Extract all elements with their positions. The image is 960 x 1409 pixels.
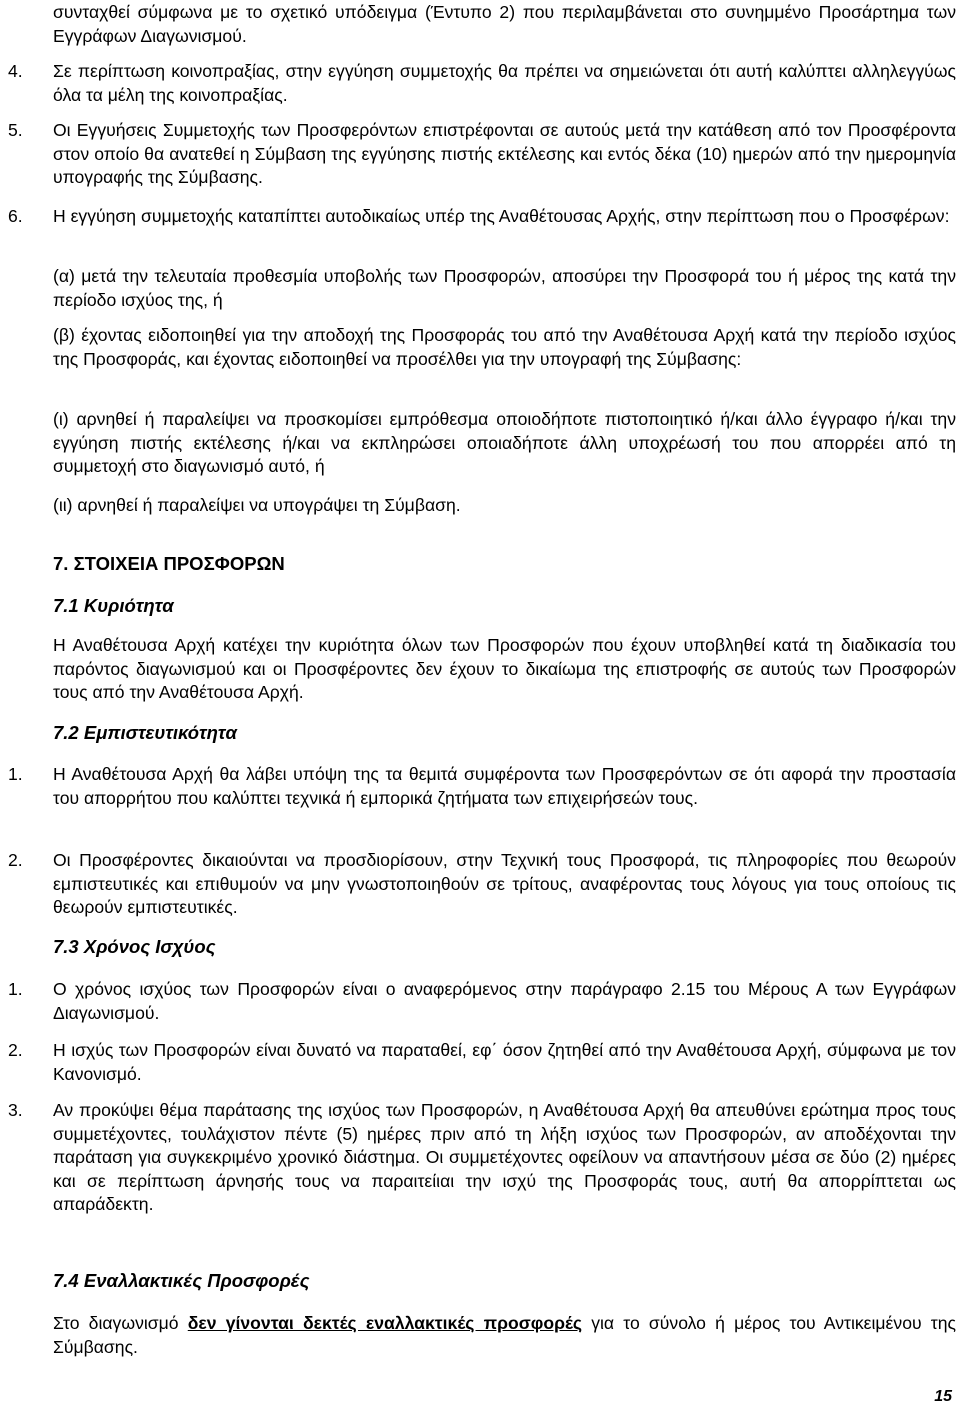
- sub-item-i: (ι) αρνηθεί ή παραλείψει να προσκομίσει εμπρόθεσμα οποιοδήποτε πιστοποιητικό ή/και άλλο έγγραφο ή/και την εγγύηση πιστής εκτέλεσης ή/και να εκπληρώσει οποιαδήποτε άλλη υποχρέωσή του που απορρέει από τη συμμετοχή στο διαγωνισμό αυτό, ή: [53, 409, 956, 476]
- item-number: 2.: [8, 1040, 23, 1060]
- section-7-3-item-3: Αν προκύψει θέμα παράτασης της ισχύος των Προσφορών, η Αναθέτουσα Αρχή θα απευθύνει ερώτημα προς τους συμμετέχοντες, τουλάχιστον πέντε (5) ημέρες πριν από τη λήξη ισχύος των Προσφορών, αν αποδέχονται την παράταση για συγκεκριμένο χρονικό διάστημα. Οι συμμετέχοντες οφείλουν να απαντήσουν μέσα σε δύο (2) ημέρες και σε περίπτωση άρνησής τους να παραιτείιαι την ισχύ της Προσφοράς τους, αυτή θα απορρίπτεται ως απαράδεκτη.: [53, 1100, 956, 1214]
- continued-paragraph: συνταχθεί σύμφωνα με το σχετικό υπόδειγμα (Έντυπο 2) που περιλαμβάνεται στο συνημμένο Προσάρτημα των Εγγράφων Διαγωνισμού.: [53, 2, 956, 46]
- item-number: 3.: [8, 1100, 23, 1120]
- section-7-2-item-2: Οι Προσφέροντες δικαιούνται να προσδιορίσουν, στην Τεχνική τους Προσφορά, τις πληροφορίες που θεωρούν εμπιστευτικές και επιθυμούν να μην γνωστοποιηθούν σε τρίτους, αναφέροντας τους λόγους για τους οποίους τις θεωρούν εμπιστευτικές.: [53, 850, 956, 917]
- emphasis-underlined: δεν γίνονται δεκτές εναλλακτικές προσφορές: [187, 1313, 583, 1333]
- item-number: 1.: [8, 764, 23, 784]
- section-7-1-heading: 7.1 Κυριότητα: [53, 595, 174, 616]
- item-number: 2.: [8, 850, 23, 870]
- section-7-4-heading: 7.4 Εναλλακτικές Προσφορές: [53, 1270, 310, 1291]
- section-7-heading: 7. ΣΤΟΙΧΕΙΑ ΠΡΟΣΦΟΡΩΝ: [53, 553, 285, 574]
- section-7-3-item-1: Ο χρόνος ισχύος των Προσφορών είναι ο αναφερόμενος στην παράγραφο 2.15 του Μέρους Α των Εγγράφων Διαγωνισμού.: [53, 979, 956, 1023]
- item-number: 4.: [8, 61, 23, 81]
- sub-item-ii: (ιι) αρνηθεί ή παραλείψει να υπογράψει τη Σύμβαση.: [53, 495, 461, 515]
- sub-item-b: (β) έχοντας ειδοποιηθεί για την αποδοχή της Προσφοράς του από την Αναθέτουσα Αρχή κατά την περίοδο ισχύος της Προσφοράς, και έχοντας ειδοποιηθεί να προσέλθει για την υπογραφή της Σύμβασης:: [53, 325, 956, 369]
- item-number: 5.: [8, 120, 23, 140]
- section-7-2-item-1: Η Αναθέτουσα Αρχή θα λάβει υπόψη της τα θεμιτά συμφέροντα των Προσφερόντων σε ότι αφορά την προστασία του απορρήτου που καλύπτει τεχνικά ή εμπορικά ζητήματα των επιχειρήσεών τους.: [53, 764, 956, 808]
- guarantee-item-4: Σε περίπτωση κοινοπραξίας, στην εγγύηση συμμετοχής θα πρέπει να σημειώνεται ότι αυτή καλύπτει αλληλεγγύως όλα τα μέλη της κοινοπραξίας.: [53, 61, 956, 105]
- page-number: 15: [934, 1388, 952, 1405]
- sub-item-a: (α) μετά την τελευταία προθεσμία υποβολής των Προσφορών, αποσύρει την Προσφορά του ή μέρος της κατά την περίοδο ισχύος της, ή: [53, 266, 956, 310]
- guarantee-item-5: Οι Εγγυήσεις Συμμετοχής των Προσφερόντων επιστρέφονται σε αυτούς μετά την κατάθεση από τον Προσφέροντα στον οποίο θα ανατεθεί η Σύμβαση της εγγύησης πιστής εκτέλεσης και εντός δέκα (10) ημερών από την ημερομηνία υπογραφής της Σύμβασης.: [53, 120, 956, 187]
- section-7-1-text: Η Αναθέτουσα Αρχή κατέχει την κυριότητα όλων των Προσφορών που έχουν υποβληθεί κατά τη διαδικασία του παρόντος διαγωνισμού και οι Προσφέροντες δεν έχουν το δικαίωμα της επιστροφής σε αυτούς των Προσφορών τους από την Αναθέτουσα Αρχή.: [53, 635, 956, 702]
- section-7-2-heading: 7.2 Εμπιστευτικότητα: [53, 722, 237, 743]
- item-number: 6.: [8, 206, 23, 226]
- guarantee-item-6: Η εγγύηση συμμετοχής καταπίπτει αυτοδικαίως υπέρ της Αναθέτουσας Αρχής, στην περίπτωση που ο Προσφέρων:: [53, 206, 950, 226]
- section-7-4-text: Στο διαγωνισμό δεν γίνονται δεκτές εναλλακτικές προσφορές για το σύνολο ή μέρος του Αντικειμένου της Σύμβασης.: [53, 1313, 956, 1357]
- section-7-3-item-2: Η ισχύς των Προσφορών είναι δυνατό να παραταθεί, εφ΄ όσον ζητηθεί από την Αναθέτουσα Αρχή, σύμφωνα με τον Κανονισμό.: [53, 1040, 956, 1084]
- item-number: 1.: [8, 979, 23, 999]
- section-7-3-heading: 7.3 Χρόνος Ισχύος: [53, 936, 216, 957]
